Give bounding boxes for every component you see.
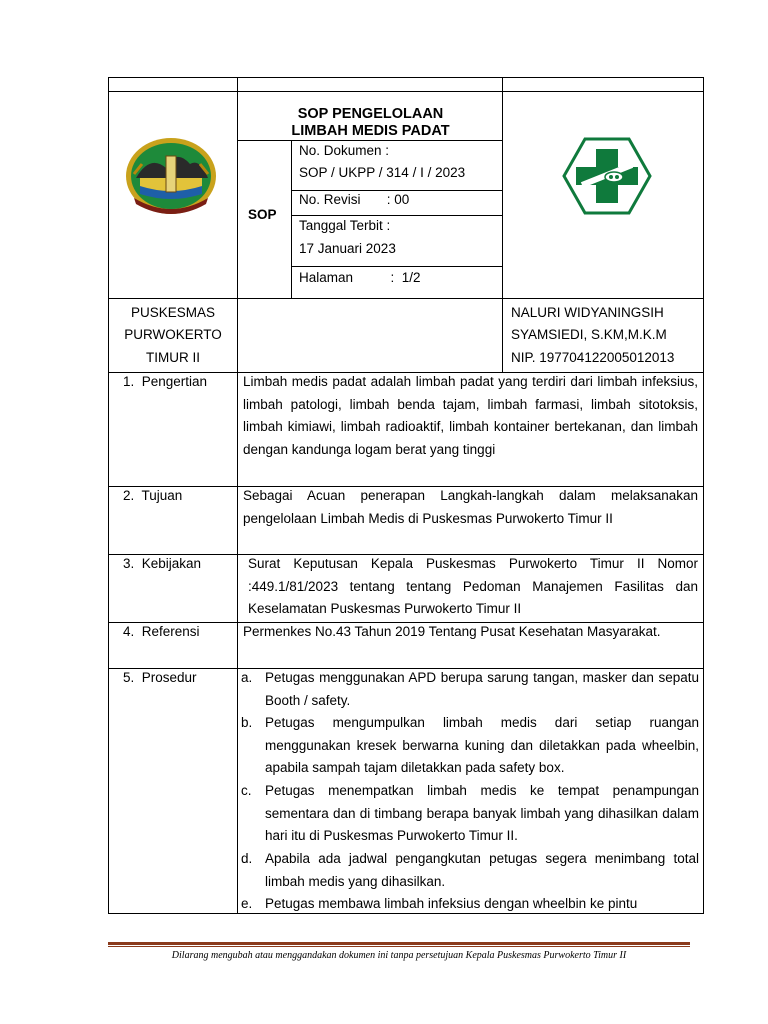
signatory-name-line2: SYAMSIEDI, S.KM,M.K.M xyxy=(511,327,667,342)
signatory-nip: NIP. 197704122005012013 xyxy=(511,350,675,365)
procedure-text: Petugas mengumpulkan limbah medis dari setiap ruangan menggunakan kresek berwarna kuning dan diletakkan pada wheelbin, apabila sampah tajam diletakkan pada safety box. xyxy=(265,715,699,775)
section-text-pengertian: Limbah medis padat adalah limbah padat yang terdiri dari limbah infeksius, limbah patologi, limbah benda tajam, limbah farmasi, limbah sitotoksis, limbah kimiawi, limbah radioaktif, limbah kontainer bertekanan, dan limbah dengan kandunga logam berat yang tinggi xyxy=(243,374,698,457)
procedure-text: Petugas membawa limbah infeksius dengan wheelbin ke pintu xyxy=(265,896,638,911)
tanggal-terbit-label: Tanggal Terbit : xyxy=(299,218,391,233)
section-label-prosedur: 5. Prosedur xyxy=(123,670,197,685)
halaman: Halaman : 1/2 xyxy=(299,270,421,285)
no-dokumen-label: No. Dokumen : xyxy=(299,143,390,158)
footer-note: Dilarang mengubah atau menggandakan dokumen ini tanpa persetujuan Kepala Puskesmas Purwokerto Timur II xyxy=(171,950,627,961)
no-dokumen-value: SOP / UKPP / 314 / I / 2023 xyxy=(299,165,466,180)
section-label-pengertian: 1. Pengertian xyxy=(123,374,208,389)
puskesmas-logo-icon xyxy=(562,137,652,215)
procedure-marker: b. xyxy=(241,715,253,730)
procedure-marker: a. xyxy=(241,670,253,685)
top-strip xyxy=(108,77,704,92)
regency-emblem-icon xyxy=(120,134,222,216)
procedure-marker: d. xyxy=(241,851,253,866)
section-text-tujuan: Sebagai Acuan penerapan Langkah-langkah dalam melaksanakan pengelolaan Limbah Medis di Puskesmas Purwokerto Timur II xyxy=(243,488,698,526)
sop-title-line2: LIMBAH MEDIS PADAT xyxy=(291,123,450,139)
no-revisi: No. Revisi : 00 xyxy=(299,192,410,207)
org-name-line2: PURWOKERTO xyxy=(124,327,222,342)
sop-title-line1: SOP PENGELOLAAN xyxy=(297,106,444,122)
signatory-name-line1: NALURI WIDYANINGSIH xyxy=(511,305,664,320)
org-name-line3: TIMUR II xyxy=(146,350,200,365)
section-label-tujuan: 2. Tujuan xyxy=(123,488,183,503)
footer-rule xyxy=(108,942,690,945)
procedure-text: Petugas menempatkan limbah medis ke tempat penampungan sementara dan di timbang berapa banyak limbah yang dihasilkan dalam hari itu di Puskesmas Purwokerto Timur II. xyxy=(265,783,699,843)
procedure-text: Apabila ada jadwal pengangkutan petugas segera menimbang total limbah medis yang dihasilkan. xyxy=(265,851,699,889)
org-name-line1: PUSKESMAS xyxy=(130,305,216,320)
procedure-item-e xyxy=(241,893,699,915)
sop-label: SOP xyxy=(248,207,277,222)
procedure-item-c xyxy=(241,780,699,848)
procedure-text: Petugas menggunakan APD berupa sarung tangan, masker dan sepatu Booth / safety. xyxy=(265,670,699,708)
section-label-referensi: 4. Referensi xyxy=(123,624,200,639)
procedure-item-a xyxy=(241,667,699,712)
section-label-kebijakan: 3. Kebijakan xyxy=(123,556,202,571)
section-text-kebijakan: Surat Keputusan Kepala Puskesmas Purwokerto Timur II Nomor :449.1/81/2023 tentang tentang Pedoman Manajemen Fasilitas dan Keselamatan Puskesmas Purwokerto Timur II xyxy=(248,556,698,616)
procedure-item-b xyxy=(241,712,699,780)
tanggal-terbit-value: 17 Januari 2023 xyxy=(299,241,396,256)
procedure-marker: c. xyxy=(241,783,252,798)
section-text-referensi: Permenkes No.43 Tahun 2019 Tentang Pusat Kesehatan Masyarakat. xyxy=(243,624,661,639)
footer-rule-thin xyxy=(108,946,690,947)
procedure-marker: e. xyxy=(241,896,253,911)
procedure-item-d xyxy=(241,848,699,893)
